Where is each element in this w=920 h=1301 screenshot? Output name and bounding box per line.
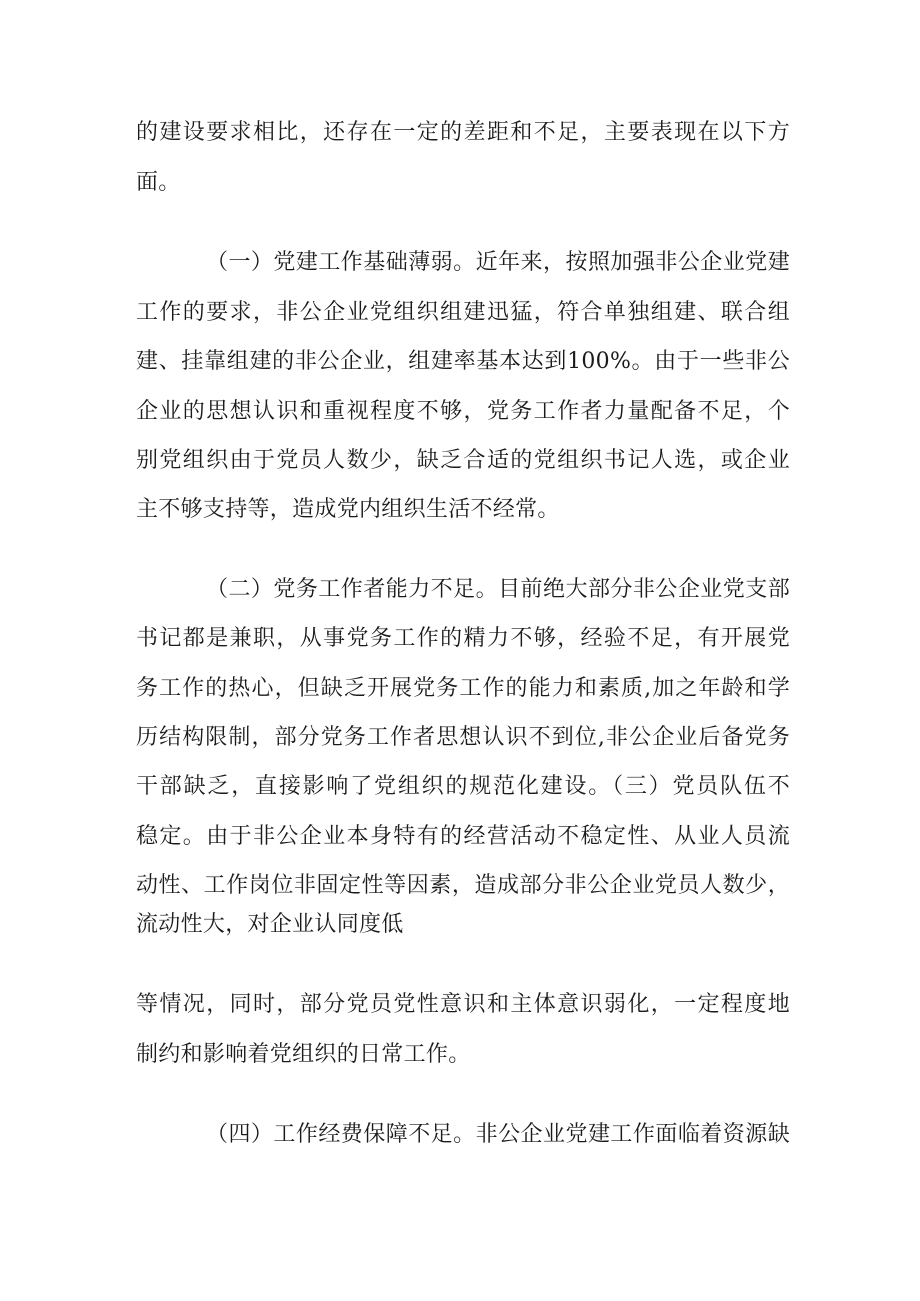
text-line: 面。 (136, 170, 181, 195)
paragraph-heading-2: （二）党务工作者能力不足。目前绝大部分非公企业党支部 (206, 577, 790, 602)
text-line: 稳定。由于非公企业本身特有的经营活动不稳定性、从业人员流 (136, 824, 790, 849)
text-line: 建、挂靠组建的非公企业，组建率基本达到100%。由于一些非公 (136, 349, 790, 374)
text-line: 制约和影响着党组织的日常工作。 (136, 1042, 471, 1067)
text-line: 别党组织由于党员人数少，缺乏合适的党组织书记人选，或企业 (136, 448, 790, 473)
text-line: 干部缺乏，直接影响了党组织的规范化建设。（三）党员队伍不 (136, 774, 790, 799)
paragraph-heading-1: （一）党建工作基础薄弱。近年来，按照加强非公企业党建 (206, 250, 790, 275)
text-line: 主不够支持等，造成党内组织生活不经常。 (136, 497, 560, 522)
text-line: 书记都是兼职，从事党务工作的精力不够，经验不足，有开展党 (136, 626, 790, 651)
text-line: 企业的思想认识和重视程度不够，党务工作者力量配备不足，个 (136, 399, 790, 424)
paragraph-heading-4: （四）工作经费保障不足。非公企业党建工作面临着资源缺 (206, 1122, 790, 1147)
text-line: 等情况，同时，部分党员党性意识和主体意识弱化，一定程度地 (136, 992, 790, 1017)
text-line: 工作的要求，非公企业党组织组建迅猛，符合单独组建、联合组 (136, 300, 790, 325)
text-line: 流动性大，对企业认同度低 (136, 912, 404, 937)
text-line: 务工作的热心，但缺乏开展党务工作的能力和素质,加之年龄和学 (136, 676, 790, 701)
text-line: 历结构限制，部分党务工作者思想认识不到位,非公企业后备党务 (136, 725, 790, 750)
text-line: 的建设要求相比，还存在一定的差距和不足，主要表现在以下方 (136, 120, 790, 145)
text-line: 动性、工作岗位非固定性等因素，造成部分非公企业党员人数少， (136, 873, 790, 898)
